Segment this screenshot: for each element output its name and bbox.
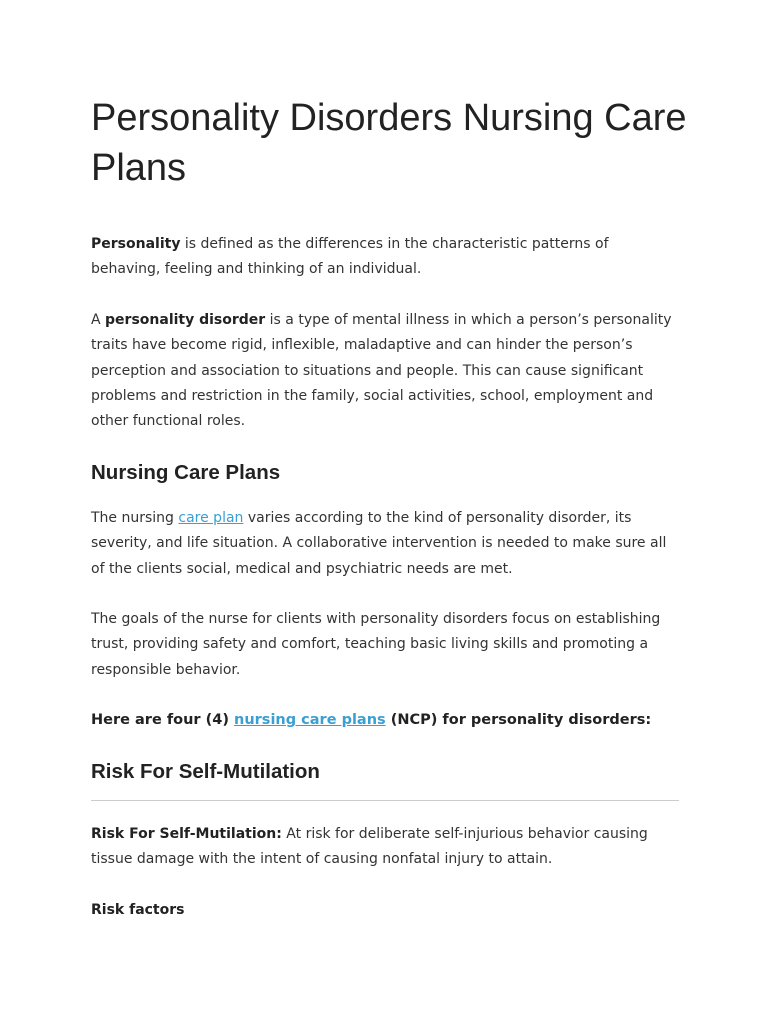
- term-personality-disorder: personality disorder: [105, 312, 266, 328]
- paragraph-four-ncp-suffix: (NCP) for personality disorders:: [385, 712, 652, 728]
- paragraph-nurse-goals: The goals of the nurse for clients with personality disorders focus on establishing trust, providing safety and comfort, teaching basic living skills and promoting a responsible behavior.: [91, 611, 661, 678]
- risk-factors-label: Risk factors: [91, 902, 185, 918]
- intro-paragraph-disorder: [91, 308, 681, 434]
- paragraph-care-plan-prefix: The nursing: [91, 510, 179, 526]
- term-risk-self-mutilation: Risk For Self-Mutilation:: [91, 826, 282, 842]
- section-heading-risk-self-mutilation: Risk For Self-Mutilation: [91, 760, 320, 783]
- nursing-care-plans-link[interactable]: nursing care plans: [234, 712, 386, 728]
- paragraph-risk-definition-text: At risk for deliberate self-injurious behavior causing tissue damage with the intent of causing nonfatal injury to attain.: [91, 826, 648, 868]
- paragraph-four-ncp: [91, 708, 681, 733]
- page-title: Personality Disorders Nursing Care Plans: [91, 97, 687, 189]
- paragraph-risk-definition: [91, 822, 681, 873]
- intro-paragraph-disorder-text: is a type of mental illness in which a person’s personality traits have become rigid, inflexible, maladaptive and can hinder the person’s perception and association to situations and people. This can cause significant problems and restriction in the family, social activities, school, employment and other functional roles.: [91, 312, 672, 430]
- intro-paragraph-personality-text: is defined as the differences in the characteristic patterns of behaving, feeling and thinking of an individual.: [91, 236, 609, 278]
- intro-paragraph-personality: [91, 232, 681, 283]
- care-plan-link[interactable]: care plan: [178, 510, 244, 526]
- term-personality: Personality: [91, 236, 181, 252]
- paragraph-care-plan-text: varies according to the kind of personality disorder, its severity, and life situation. A collaborative intervention is needed to make sure all of the clients social, medical and psychiatric needs are met.: [91, 510, 667, 577]
- section-heading-nursing-care-plans: Nursing Care Plans: [91, 461, 281, 484]
- subheading-risk-factors: [91, 898, 681, 923]
- paragraph-care-plan-varies: [91, 506, 681, 582]
- section-divider: [91, 800, 679, 801]
- intro-paragraph-disorder-prefix: A: [91, 312, 106, 328]
- paragraph-four-ncp-prefix: Here are four (4): [91, 712, 235, 728]
